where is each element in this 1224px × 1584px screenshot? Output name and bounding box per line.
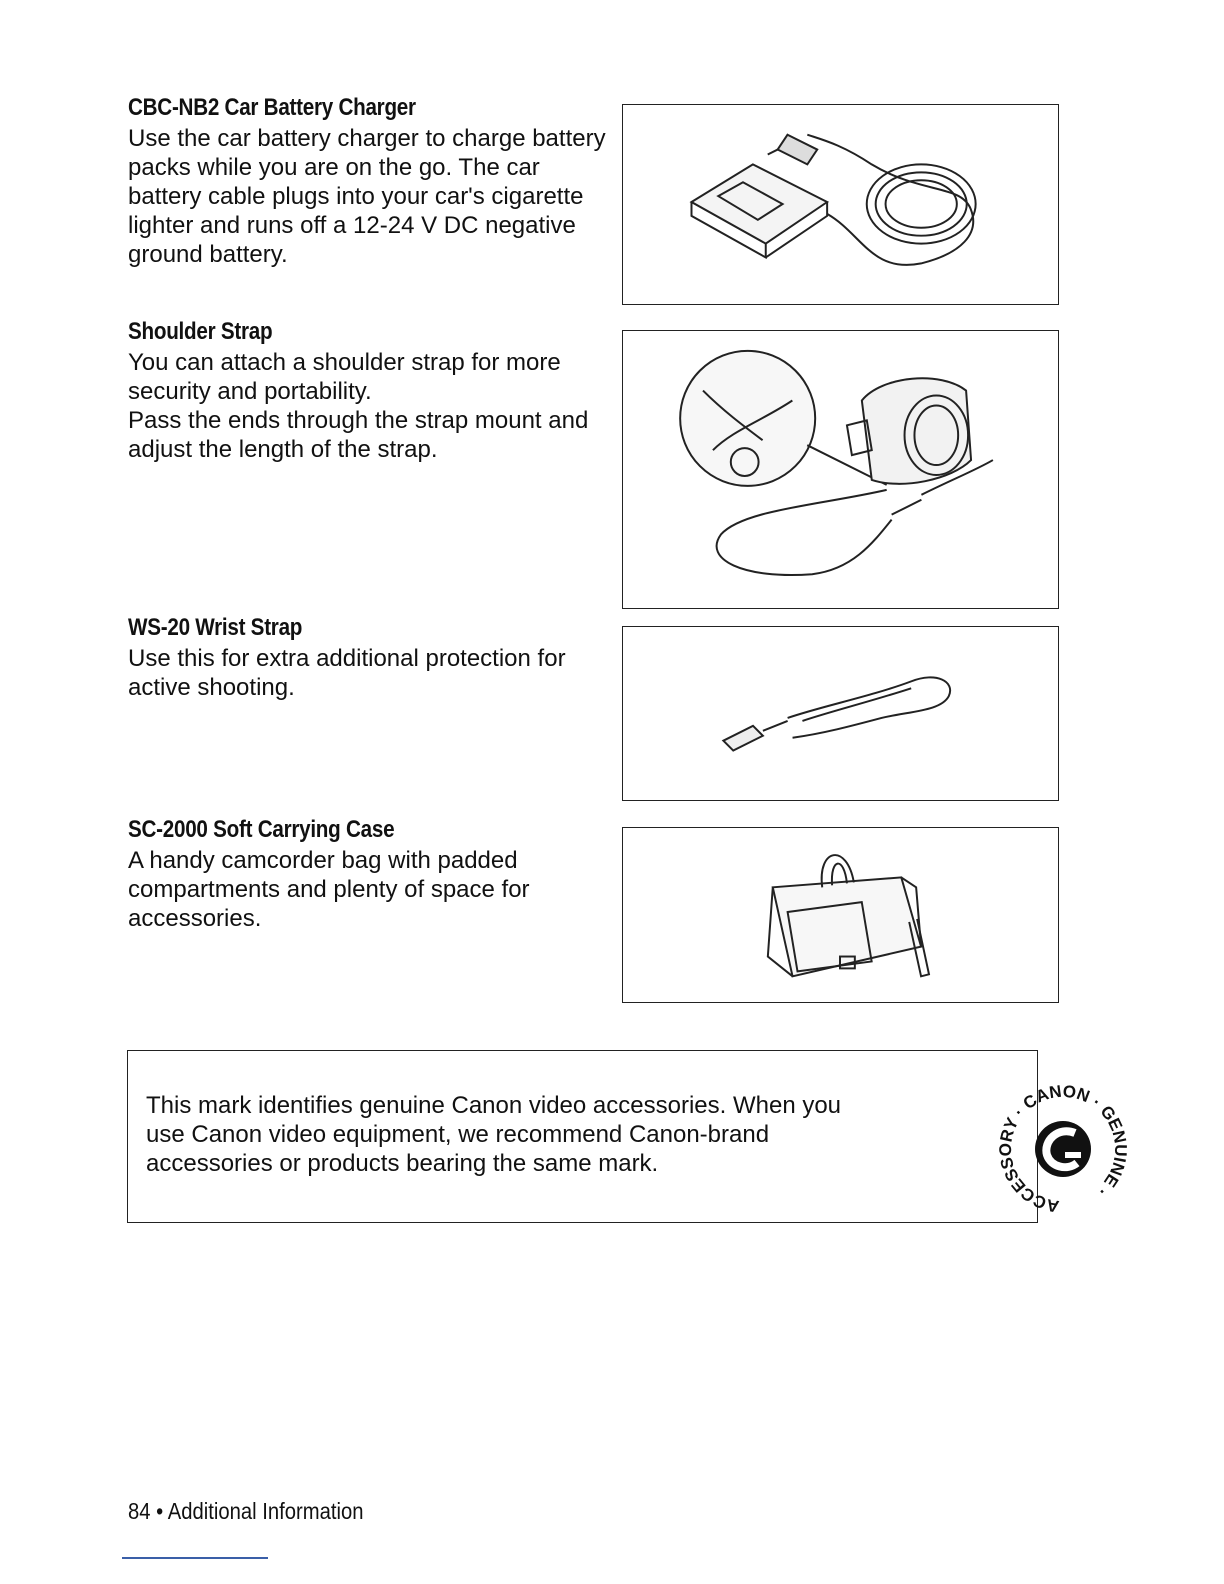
canon-accessory-mark-icon — [983, 1071, 1143, 1221]
section-heading: SC-2000 Soft Carrying Case — [128, 816, 395, 843]
section-car-battery-charger — [128, 94, 608, 269]
footer-section-title: Additional Information — [167, 1498, 364, 1524]
page-footer — [128, 1498, 364, 1525]
soft-carrying-case-illustration — [623, 828, 1058, 1002]
notice-text: This mark identifies genuine Canon video accessories. When you use Canon video equipment, we recommend Canon-brand accessories or products bearing the same mark. — [146, 1092, 842, 1177]
genuine-accessory-notice — [127, 1050, 1131, 1223]
soft-carrying-case-figure — [622, 827, 1059, 1003]
car-battery-charger-figure — [622, 104, 1059, 305]
page-number: 84 — [128, 1498, 151, 1524]
shoulder-strap-illustration — [623, 331, 1058, 608]
footer-rule — [122, 1557, 268, 1559]
section-text: A handy camcorder bag with padded compartments and plenty of space for accessories. — [128, 847, 530, 932]
shoulder-strap-figure — [622, 330, 1059, 609]
wrist-strap-figure — [622, 626, 1059, 801]
section-text: Use this for extra additional protection for active shooting. — [128, 645, 566, 701]
section-heading: Shoulder Strap — [128, 318, 273, 345]
section-text: Use the car battery charger to charge battery packs while you are on the go. The car battery cable plugs into your car's cigarette lighter and runs off a 12-24 V DC negative ground battery. — [128, 125, 606, 268]
car-charger-illustration — [623, 105, 1058, 304]
section-text: You can attach a shoulder strap for more security and portability. — [128, 349, 561, 405]
wrist-strap-illustration — [623, 627, 1058, 800]
section-soft-carrying-case — [128, 816, 608, 933]
footer-bullet: • — [156, 1498, 164, 1524]
section-text: Pass the ends through the strap mount and adjust the length of the strap. — [128, 407, 589, 463]
section-wrist-strap — [128, 614, 608, 702]
section-heading: WS-20 Wrist Strap — [128, 614, 303, 641]
section-shoulder-strap — [128, 318, 618, 464]
canon-genuine-accessory-seal — [983, 1071, 1143, 1221]
svg-text:ACCESSORY · CANON · GENUINE ·: ACCESSORY · CANON · GENUINE · — [995, 1081, 1131, 1217]
section-heading: CBC-NB2 Car Battery Charger — [128, 94, 416, 121]
